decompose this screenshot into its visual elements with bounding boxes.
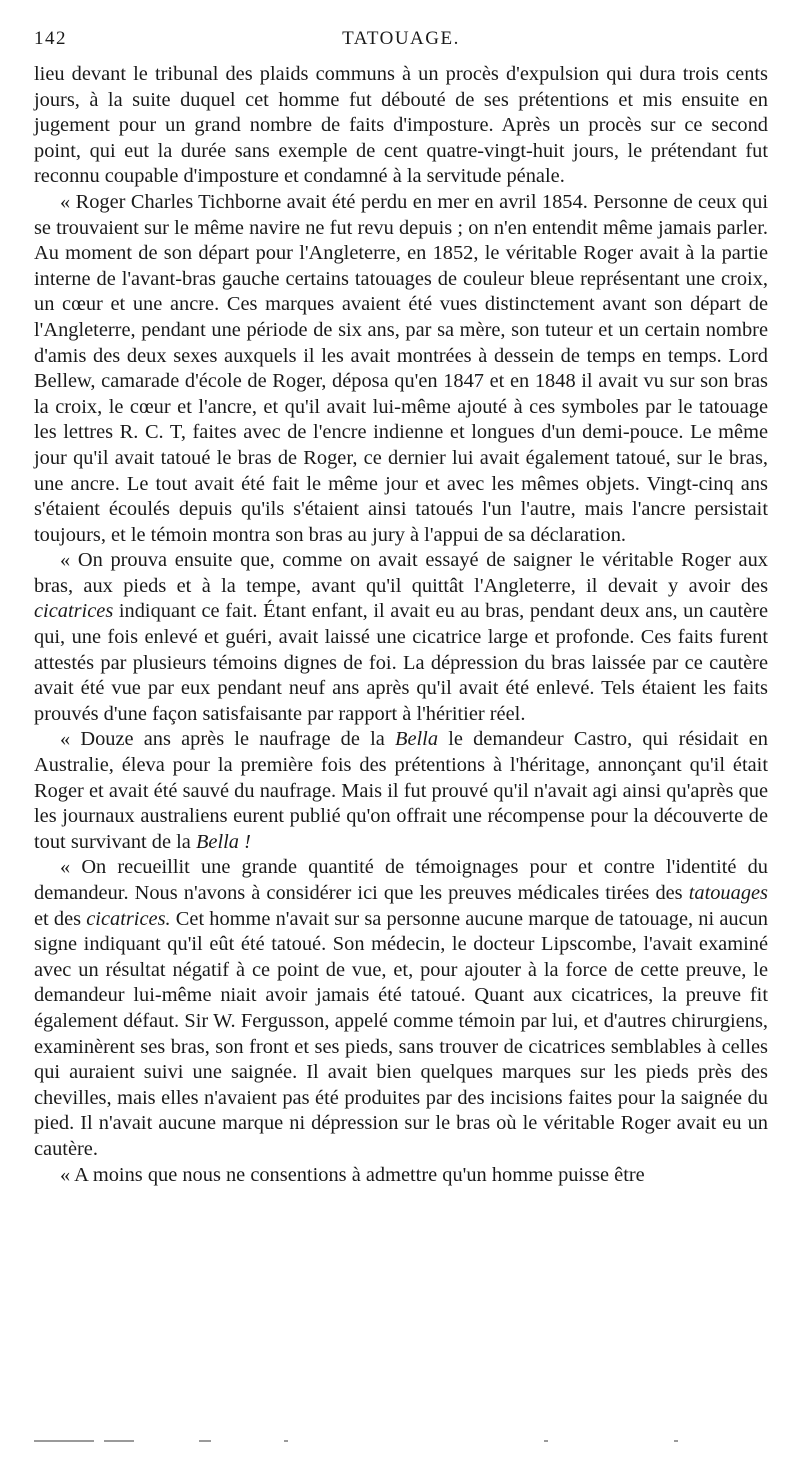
text-segment: et des: [34, 907, 87, 930]
italic-text: Bella: [394, 728, 439, 751]
text-segment: « A moins que nous ne consentions à admettre qu'un homme puisse être: [60, 1163, 645, 1186]
footer-print-marks: [34, 1440, 768, 1446]
paragraph: [34, 190, 768, 548]
italic-text: cicatrices: [34, 600, 114, 623]
text-segment: « Douze ans après le naufrage de la: [60, 728, 395, 751]
text-segment: lieu devant le tribunal des plaids communs à un procès d'expulsion qui dura trois cents jours, à la suite duquel cet homme fut débouté de ses prétentions et mis ensuite en jugement pour un grand nombre de faits d'imposture. Après un procès sur ce second point, qui eut la durée sans exemple de cent quatre-vingt-huit jours, le prétendant fut reconnu coupable d'imposture et condamné à la servitude pénale.: [34, 63, 768, 188]
paragraph: [34, 1163, 768, 1189]
page-number: 142: [34, 28, 67, 49]
italic-text: cicatrices.: [86, 907, 171, 930]
paragraph: [34, 62, 768, 190]
text-segment: « On prouva ensuite que, comme on avait essayé de saigner le véritable Roger aux bras, aux pieds et à la tempe, avant qu'il quittât l'Angleterre, il devait y avoir des: [34, 549, 768, 597]
text-segment: « Roger Charles Tichborne avait été perdu en mer en avril 1854. Personne de ceux qui se trouvaient sur le même navire ne fut revu depuis ; on n'en entendit même jamais parler. Au moment de son départ pour l'Angleterre, en 1852, le véritable Roger avait à la partie interne de l'avant-bras gauche certains tatouages de couleur bleue représentant une croix, un cœur et une ancre. Ces marques avaient été vues distinctement avant son départ de l'Angleterre, pendant une période de six ans, par sa mère, son tuteur et un certain nombre d'amis des deux sexes auxquels il les avait montrées à dessein de temps en temps. Lord Bellew, camarade d'école de Roger, déposa qu'en 1847 et en 1848 il avait vu sur son bras la croix, le cœur et l'ancre, et qu'il avait lui-même ajouté à ces symboles par le tatouage les lettres R. C. T, faites avec de l'encre indienne et longues d'un demi-pouce. Le même jour qu'il avait tatoué le bras de Roger, ce dernier lui avait également tatoué, sur le bras, une ancre. Le tout avait été fait le même jour et avec les mêmes objets. Vingt-cinq ans s'étaient écoulés depuis qu'ils s'étaient ainsi tatoués l'un l'autre, mais l'ancre persistait toujours, et le témoin montra son bras au jury à l'appui de sa déclaration.: [34, 190, 768, 546]
running-title: TATOUAGE.: [342, 28, 460, 49]
italic-text: Bella !: [195, 830, 251, 853]
text-segment: indiquant ce fait. Étant enfant, il avait eu au bras, pendant deux ans, un cautère qui, une fois enlevé et guéri, avait laissé une cicatrice large et profonde. Ces faits furent attestés par plusieurs témoins dignes de foi. La dépression du bras laissée par ce cautère avait été vue par eux pendant neuf ans après qu'il avait été enlevé. Tels étaient les faits prouvés d'une façon satisfaisante par rapport à l'héritier réel.: [34, 600, 768, 725]
text-segment: le demandeur Castro, qui résidait en Australie, éleva pour la première fois des prétentions à l'héritage, annonçant qu'il était Roger et avait été sauvé du naufrage. Mais il fut prouvé qu'il n'avait agi ainsi qu'après que les journaux australiens eurent publié qu'on offrait une récompense pour la découverte de tout survivant de la: [34, 728, 769, 853]
paragraph: [34, 855, 768, 1162]
paragraph: [34, 727, 768, 855]
italic-text: tatouages: [688, 882, 768, 904]
page-header: [34, 28, 768, 54]
body-text: [34, 62, 768, 1188]
text-segment: « On recueillit une grande quantité de témoignages pour et contre l'identité du demandeur. Nous n'avons à considérer ici que les preuves médicales tirées des: [34, 856, 768, 904]
paragraph: [34, 548, 768, 727]
text-segment: Cet homme n'avait sur sa personne aucune marque de tatouage, ni aucun signe indiquant qu'il eût été tatoué. Son médecin, le docteur Lipscombe, l'avait examiné avec un résultat négatif à ce point de vue, et, pour ajouter à la force de cette preuve, le demandeur lui-même niait avoir jamais été tatoué. Quant aux cicatrices, la preuve fit également défaut. Sir W. Fergusson, appelé comme témoin par lui, et d'autres chirurgiens, examinèrent ses bras, son front et ses pieds, sans trouver de cicatrices semblables à celles qui auraient suivi une saignée. Il avait bien quelques marques sur les pieds près des chevilles, mais elles n'avaient pas été produites par des incisions faites pour la saignée du pied. Il n'avait aucune marque ni dépression sur le bras où le véritable Roger avait eu un cautère.: [34, 907, 769, 1160]
